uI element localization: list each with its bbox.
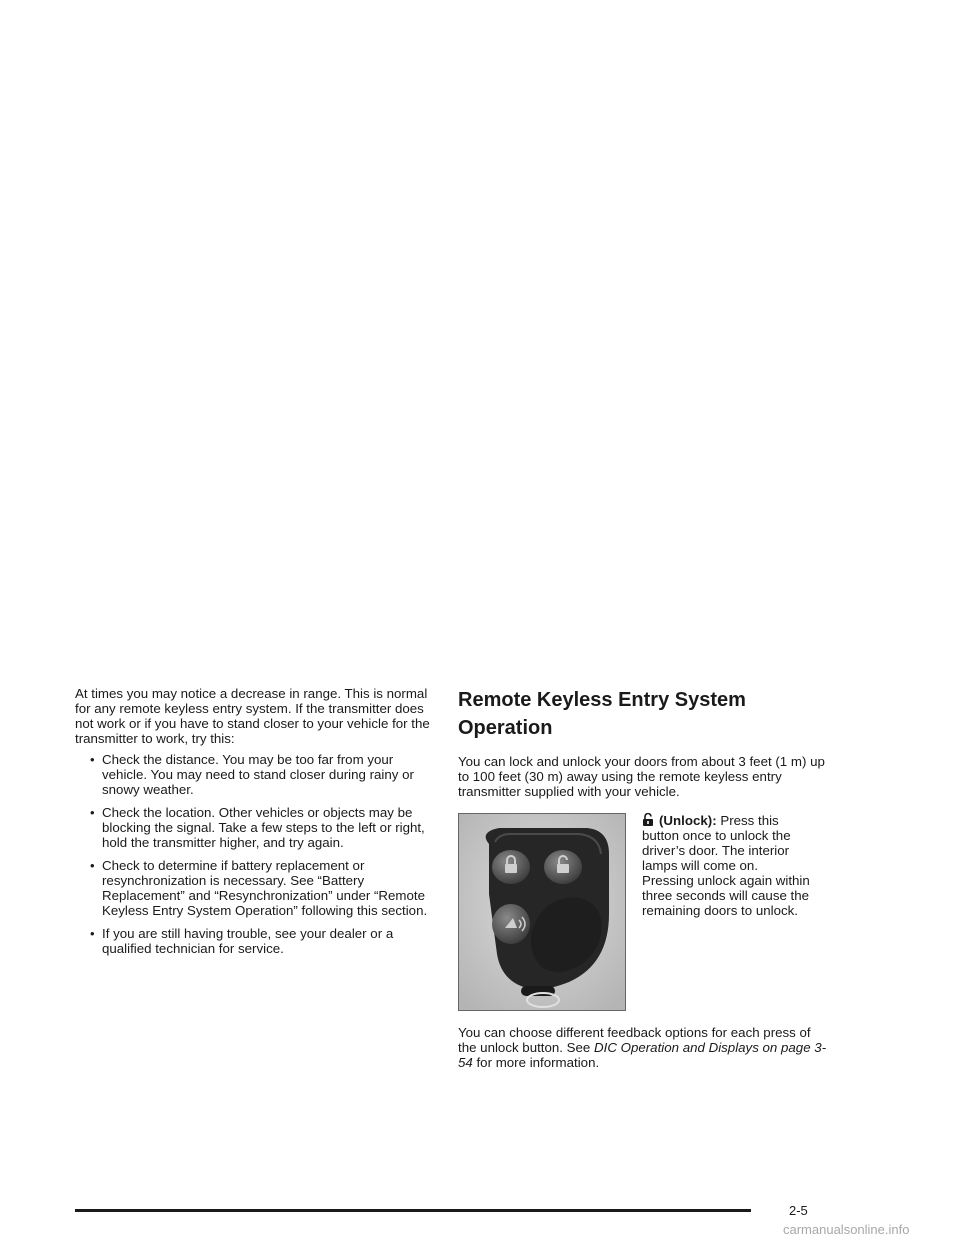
- key-fob-icon: [459, 814, 625, 1010]
- intro-paragraph: At times you may notice a decrease in range. This is normal for any remote keyless entry system. If the transmitter does not work or if you have to stand closer to your vehicle for the transmitter to work, try this:: [75, 686, 430, 746]
- page-number: 2-5: [789, 1203, 808, 1218]
- feedback-paragraph: You can choose different feedback options for each press of the unlock button. See DIC Operation and Displays on page 3-54 for more information.: [458, 1025, 827, 1070]
- range-paragraph: You can lock and unlock your doors from about 3 feet (1 m) up to 100 feet (30 m) away using the remote keyless entry transmitter supplied with your vehicle.: [458, 754, 825, 799]
- watermark: carmanualsonline.info: [783, 1222, 910, 1237]
- left-column: [75, 686, 440, 964]
- key-fob-transmitter-photo: [458, 813, 626, 1011]
- section-heading: Remote Keyless Entry System Operation: [458, 689, 746, 739]
- footer-rule: [75, 1209, 751, 1212]
- unlock-label: (Unlock):: [659, 813, 717, 828]
- unlock-text: Press this button once to unlock the driver’s door. The interior lamps will come on. Pressing unlock again within three seconds will cause the remaining doors to unlock.: [642, 813, 810, 918]
- dic-cross-reference-link[interactable]: DIC Operation and Displays on page 3-54: [458, 1040, 827, 1070]
- bullet-icon: •: [90, 752, 95, 767]
- bullet-icon: •: [90, 926, 95, 941]
- unlock-description: [642, 813, 812, 918]
- list-item: • Check the distance. You may be too far from your vehicle. You may need to stand closer during rainy or snowy weather.: [90, 752, 414, 797]
- list-item: • If you are still having trouble, see your dealer or a qualified technician for service.: [90, 926, 394, 956]
- list-item: • Check the location. Other vehicles or objects may be blocking the signal. Take a few steps to the left or right, hold the transmitter higher, and try again.: [90, 805, 425, 850]
- bullet-icon: •: [90, 805, 95, 820]
- right-column: [458, 686, 828, 1070]
- unlock-figure-row: [458, 813, 828, 1013]
- bullet-icon: •: [90, 858, 95, 873]
- list-item: • Check to determine if battery replacement or resynchronization is necessary. See “Battery Replacement” and “Resynchronization” under “Remote Keyless Entry System Operation” following this section.: [90, 858, 428, 918]
- unlock-icon: [642, 813, 654, 826]
- troubleshooting-list: [75, 752, 440, 956]
